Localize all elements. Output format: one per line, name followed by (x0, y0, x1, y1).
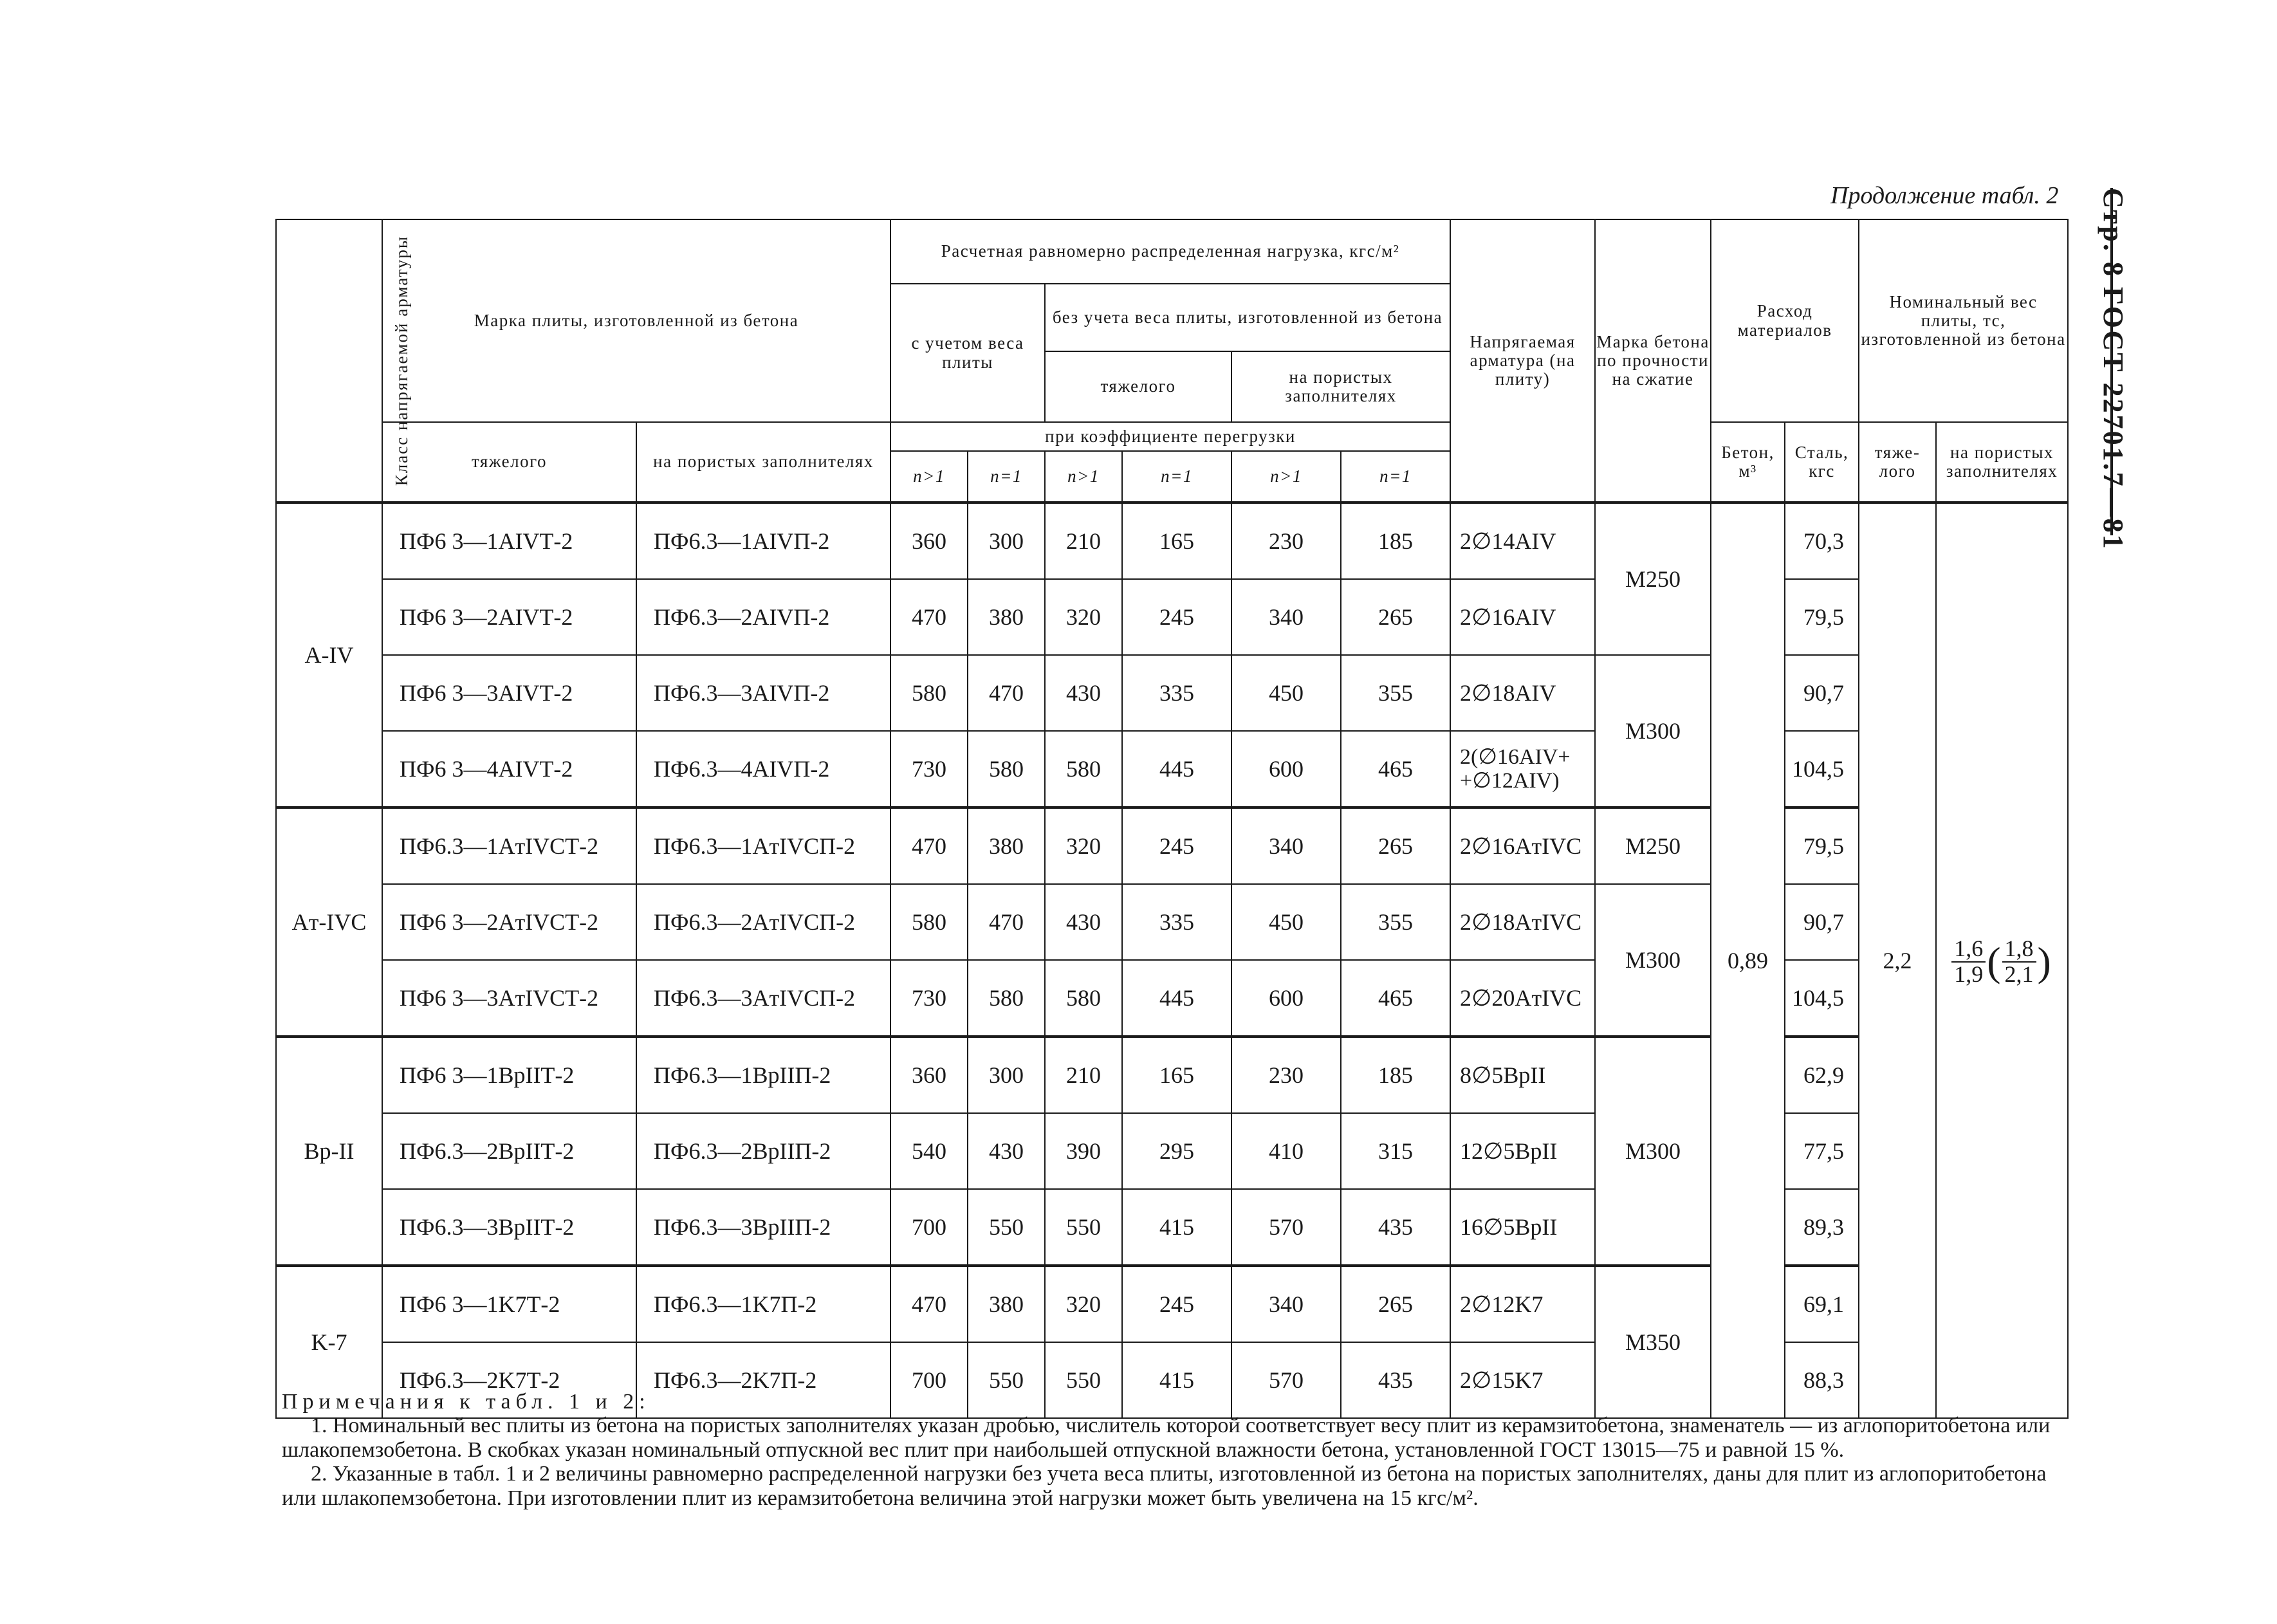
load-value: 600 (1231, 731, 1341, 807)
load-value: 265 (1341, 579, 1450, 655)
load-value: 465 (1341, 731, 1450, 807)
steel-value: 79,5 (1785, 579, 1859, 655)
load-value: 570 (1231, 1189, 1341, 1266)
load-value: 340 (1231, 807, 1341, 884)
mark-heavy: ПФ6 3—4AIVТ-2 (382, 731, 636, 807)
mark-heavy: ПФ6 3—1BpIIТ-2 (382, 1037, 636, 1113)
steel-value: 62,9 (1785, 1037, 1859, 1113)
table-row (276, 1113, 2068, 1189)
steel-value: 89,3 (1785, 1189, 1859, 1266)
load-value: 445 (1122, 731, 1231, 807)
concrete-volume: 0,89 (1711, 503, 1785, 1418)
load-value: 550 (1045, 1189, 1122, 1266)
header-n-gt-3: n>1 (1231, 451, 1341, 503)
mark-heavy: ПФ6.3—1AтIVCТ-2 (382, 807, 636, 884)
class-a-iv: A-IV (276, 503, 382, 807)
load-value: 320 (1045, 807, 1122, 884)
table-row (276, 655, 2068, 731)
load-value: 355 (1341, 884, 1450, 960)
mark-heavy: ПФ6 3—2AIVТ-2 (382, 579, 636, 655)
steel-value: 77,5 (1785, 1113, 1859, 1189)
tendon-value: 2∅12K7 (1450, 1266, 1595, 1342)
mark-porous: ПФ6.3—3AIVП-2 (636, 655, 890, 731)
class-at-ivc: Aт-IVC (276, 807, 382, 1037)
tendon-value: 2∅15K7 (1450, 1342, 1595, 1418)
header-without-weight: без учета веса плиты, изготовленной из бетона (1045, 284, 1450, 351)
load-value: 245 (1122, 807, 1231, 884)
load-value: 700 (890, 1342, 968, 1418)
load-value: 580 (1045, 731, 1122, 807)
load-value: 580 (890, 884, 968, 960)
table-row (276, 884, 2068, 960)
steel-value: 90,7 (1785, 884, 1859, 960)
concrete-grade: M300 (1595, 1037, 1711, 1266)
mark-heavy: ПФ6 3—1K7Т-2 (382, 1266, 636, 1342)
load-value: 210 (1045, 503, 1122, 579)
header-n-eq-1: n=1 (968, 451, 1045, 503)
mark-heavy: ПФ6.3—3BpIIТ-2 (382, 1189, 636, 1266)
table-row (276, 807, 2068, 884)
steel-value: 70,3 (1785, 503, 1859, 579)
header-n-eq-3: n=1 (1341, 451, 1450, 503)
steel-value: 104,5 (1785, 960, 1859, 1037)
load-value: 415 (1122, 1342, 1231, 1418)
header-steel: Сталь, кгс (1785, 422, 1859, 503)
header-armature-class: Класс напрягаемой арматуры (276, 219, 382, 503)
header-consumption: Расход материалов (1711, 219, 1859, 422)
mark-heavy: ПФ6 3—2AтIVCТ-2 (382, 884, 636, 960)
header-tendon: Напрягаемая арматура (на плиту) (1450, 219, 1595, 503)
load-value: 415 (1122, 1189, 1231, 1266)
load-value: 700 (890, 1189, 968, 1266)
mark-porous: ПФ6.3—2K7П-2 (636, 1342, 890, 1418)
load-value: 435 (1341, 1189, 1450, 1266)
load-value: 470 (968, 884, 1045, 960)
notes (282, 1390, 2070, 1510)
load-value: 340 (1231, 579, 1341, 655)
load-value: 230 (1231, 1037, 1341, 1113)
tendon-value: 12∅5BpII (1450, 1113, 1595, 1189)
mark-porous: ПФ6.3—3BpIIП-2 (636, 1189, 890, 1266)
header-porous-load: на пористых заполнителях (1231, 351, 1450, 422)
table-row (276, 960, 2068, 1037)
load-value: 450 (1231, 655, 1341, 731)
header-n-gt-2: n>1 (1045, 451, 1122, 503)
load-value: 335 (1122, 655, 1231, 731)
weight-heavy: 2,2 (1859, 503, 1936, 1418)
load-value: 245 (1122, 579, 1231, 655)
header-load: Расчетная равномерно распределенная нагрузка, кгс/м² (890, 219, 1450, 284)
mark-porous: ПФ6.3—2AIVП-2 (636, 579, 890, 655)
header-slab-mark: Марка плиты, изготовленной из бетона (382, 219, 890, 422)
load-value: 430 (1045, 655, 1122, 731)
mark-heavy: ПФ6 3—3AтIVCТ-2 (382, 960, 636, 1037)
steel-value: 104,5 (1785, 731, 1859, 807)
page-standard-label: Стр. 8 ГОСТ 22701.7—81 (2097, 188, 2129, 551)
mark-porous: ПФ6.3—3AтIVCП-2 (636, 960, 890, 1037)
tendon-value: 2∅16AIV (1450, 579, 1595, 655)
table-row (276, 1266, 2068, 1342)
load-value: 435 (1341, 1342, 1450, 1418)
notes-title: Примечания к табл. 1 и 2: (282, 1390, 650, 1414)
class-k-7: K-7 (276, 1266, 382, 1418)
load-value: 470 (890, 579, 968, 655)
load-value: 470 (890, 807, 968, 884)
header-with-weight: с учетом веса плиты (890, 284, 1045, 422)
load-value: 380 (968, 1266, 1045, 1342)
table-row (276, 1037, 2068, 1113)
header-concrete-grade: Марка бетона по прочности на сжатие (1595, 219, 1711, 503)
load-value: 300 (968, 1037, 1045, 1113)
header-heavy-load: тяжелого (1045, 351, 1231, 422)
load-value: 380 (968, 807, 1045, 884)
concrete-grade: M350 (1595, 1266, 1711, 1418)
load-value: 580 (968, 731, 1045, 807)
mark-porous: ПФ6.3—4AIVП-2 (636, 731, 890, 807)
load-value: 450 (1231, 884, 1341, 960)
load-value: 245 (1122, 1266, 1231, 1342)
table-row (276, 579, 2068, 655)
header-n-gt-1: n>1 (890, 451, 968, 503)
header-porous-mark: на пористых заполнителях (636, 422, 890, 503)
load-value: 470 (890, 1266, 968, 1342)
header-heavy-mark: тяжелого (382, 422, 636, 503)
load-value: 580 (1045, 960, 1122, 1037)
load-value: 470 (968, 655, 1045, 731)
load-value: 410 (1231, 1113, 1341, 1189)
tendon-value: 2∅18AтIVC (1450, 884, 1595, 960)
mark-heavy: ПФ6.3—2K7Т-2 (382, 1342, 636, 1418)
mark-porous: ПФ6.3—2BpIIП-2 (636, 1113, 890, 1189)
load-value: 210 (1045, 1037, 1122, 1113)
load-value: 550 (968, 1189, 1045, 1266)
mark-porous: ПФ6.3—1K7П-2 (636, 1266, 890, 1342)
load-value: 315 (1341, 1113, 1450, 1189)
mark-porous: ПФ6.3—1AIVП-2 (636, 503, 890, 579)
concrete-grade: M300 (1595, 655, 1711, 807)
load-value: 340 (1231, 1266, 1341, 1342)
mark-porous: ПФ6.3—1AтIVCП-2 (636, 807, 890, 884)
table-row (276, 1189, 2068, 1266)
note-1: 1. Номинальный вес плиты из бетона на пористых заполнителях указан дробью, числитель которой соответствует весу плит из керамзитобетона, знаменатель — из аглопоритобетона или шлакопемзобетона. В скобках указан номинальный отпускной вес плит при наибольшей отпускной влажности бетона, установленной ГОСТ 13015—75 и равной 15 %. (282, 1414, 2051, 1462)
tendon-value: 2∅20AтIVC (1450, 960, 1595, 1037)
load-value: 165 (1122, 503, 1231, 579)
tendon-value: 2(∅16AIV+ +∅12AIV) (1450, 731, 1595, 807)
header-n-eq-2: n=1 (1122, 451, 1231, 503)
header-coefficient: при коэффициенте перегрузки (890, 422, 1450, 451)
concrete-grade: M250 (1595, 807, 1711, 884)
load-value: 730 (890, 731, 968, 807)
mark-porous: ПФ6.3—2AтIVCП-2 (636, 884, 890, 960)
tendon-value: 2∅14AIV (1450, 503, 1595, 579)
steel-value: 69,1 (1785, 1266, 1859, 1342)
steel-value: 88,3 (1785, 1342, 1859, 1418)
load-value: 165 (1122, 1037, 1231, 1113)
mark-porous: ПФ6.3—1BpIIП-2 (636, 1037, 890, 1113)
mark-heavy: ПФ6.3—2BpIIТ-2 (382, 1113, 636, 1189)
mark-heavy: ПФ6 3—1AIVТ-2 (382, 503, 636, 579)
header-nominal-weight: Номинальный вес плиты, тс, изготовленной из бетона (1859, 219, 2068, 422)
concrete-grade: M300 (1595, 884, 1711, 1037)
load-value: 430 (1045, 884, 1122, 960)
table-row (276, 503, 2068, 579)
load-value: 300 (968, 503, 1045, 579)
load-value: 185 (1341, 1037, 1450, 1113)
side-header (2097, 188, 2168, 551)
load-value: 355 (1341, 655, 1450, 731)
table-row (276, 731, 2068, 807)
class-bp-ii: Bp-II (276, 1037, 382, 1266)
header-concrete: Бетон, м³ (1711, 422, 1785, 503)
tendon-value: 8∅5BpII (1450, 1037, 1595, 1113)
concrete-grade: M250 (1595, 503, 1711, 655)
load-value: 380 (968, 579, 1045, 655)
load-value: 540 (890, 1113, 968, 1189)
header-heavy-weight: тяже-лого (1859, 422, 1936, 503)
load-value: 265 (1341, 1266, 1450, 1342)
mark-heavy: ПФ6 3—3AIVТ-2 (382, 655, 636, 731)
load-value: 600 (1231, 960, 1341, 1037)
specification-table (275, 219, 2069, 1419)
load-value: 430 (968, 1113, 1045, 1189)
weight-porous: 1,6 1,9 ( 1,8 2,1 ) (1936, 503, 2068, 1418)
load-value: 580 (968, 960, 1045, 1037)
load-value: 360 (890, 1037, 968, 1113)
steel-value: 79,5 (1785, 807, 1859, 884)
load-value: 550 (1045, 1342, 1122, 1418)
load-value: 360 (890, 503, 968, 579)
load-value: 570 (1231, 1342, 1341, 1418)
tendon-value: 2∅16AтIVC (1450, 807, 1595, 884)
load-value: 320 (1045, 1266, 1122, 1342)
load-value: 390 (1045, 1113, 1122, 1189)
load-value: 335 (1122, 884, 1231, 960)
load-value: 580 (890, 655, 968, 731)
load-value: 230 (1231, 503, 1341, 579)
load-value: 295 (1122, 1113, 1231, 1189)
continuation-label: Продолжение табл. 2 (1830, 182, 2059, 209)
load-value: 730 (890, 960, 968, 1037)
load-value: 265 (1341, 807, 1450, 884)
load-value: 445 (1122, 960, 1231, 1037)
tendon-value: 16∅5BpII (1450, 1189, 1595, 1266)
steel-value: 90,7 (1785, 655, 1859, 731)
load-value: 185 (1341, 503, 1450, 579)
header-porous-weight: на пористых заполнителях (1936, 422, 2068, 503)
load-value: 550 (968, 1342, 1045, 1418)
note-2: 2. Указанные в табл. 1 и 2 величины равномерно распределенной нагрузки без учета веса плиты, изготовленной из бетона на пористых заполнителях, даны для плит из аглопоритобетона или шлакопемзобетона. При изготовлении плит из керамзитобетона величина этой нагрузки может быть увеличена на 15 кгс/м². (282, 1462, 2047, 1510)
load-value: 320 (1045, 579, 1122, 655)
tendon-value: 2∅18AIV (1450, 655, 1595, 731)
load-value: 465 (1341, 960, 1450, 1037)
